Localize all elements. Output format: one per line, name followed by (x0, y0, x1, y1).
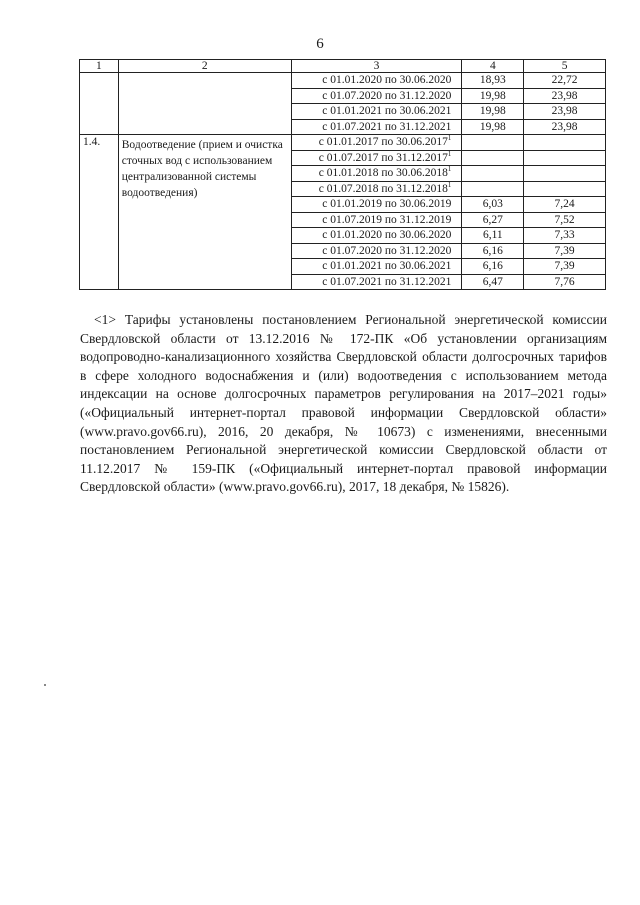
tariff-vat-value-cell (524, 150, 606, 166)
table-header-row (80, 60, 606, 73)
tariff-vat-value-cell: 7,39 (524, 243, 606, 259)
footnote-marker: 1 (447, 134, 452, 142)
tariff-value-cell (462, 166, 524, 182)
table-row (80, 73, 606, 89)
row-number-cell (80, 73, 119, 135)
period-text: с 01.07.2020 по 31.12.2020 (322, 244, 452, 257)
period-text: с 01.01.2019 по 30.06.2019 (322, 198, 452, 210)
tariff-value-cell: 19,98 (462, 119, 524, 135)
scan-artifact-dot (44, 684, 46, 686)
tariff-value-cell: 6,16 (462, 243, 524, 259)
tariff-value-cell (462, 135, 524, 151)
period-text: с 01.07.2017 по 31.12.2017 (318, 151, 448, 164)
tariff-value-cell (462, 150, 524, 166)
tariff-value-cell: 6,47 (462, 274, 524, 290)
tariff-value-cell: 19,98 (462, 88, 524, 104)
tariff-vat-value-cell: 7,39 (524, 259, 606, 275)
period-cell (291, 181, 462, 197)
tariff-table (79, 59, 606, 290)
footnote-text: <1> Тарифы установлены постановлением Региональной энергетической комиссии Свердловской области от 13.12.2016 № 172-ПК «Об установлении организациям водопроводно-канализационного хозяйства Свердловской области долгосрочных тарифов в сфере холодного водоснабжения и (или) водоотведения с использованием метода индексации на основе долгосрочных параметров регулирования на 2017–2021 годы» («Официальный интернет-портал правовой информации Свердловской области» (www.pravo.gov66.ru), 2016, 20 декабря, № 10673) с изменениями, внесенными постановлением Региональной энергетической комиссии Свердловской области от 11.12.2017 № 159-ПК («Официальный интернет-портал правовой информации Свердловской области» (www.pravo.gov66.ru), 2017, 18 декабря, № 15826). (80, 312, 607, 495)
service-name-cell (118, 73, 291, 135)
tariff-vat-value-cell: 7,52 (524, 212, 606, 228)
period-text: с 01.07.2021 по 31.12.2021 (322, 120, 452, 133)
tariff-vat-value-cell: 7,33 (524, 228, 606, 244)
tariff-vat-value-cell: 7,76 (524, 274, 606, 290)
tariff-value-cell: 6,03 (462, 197, 524, 213)
tariff-vat-value-cell (524, 166, 606, 182)
period-text: с 01.07.2021 по 31.12.2021 (322, 275, 452, 288)
header-col-1: 1 (80, 60, 119, 73)
tariff-vat-value-cell (524, 135, 606, 151)
row-number-cell: 1.4. (80, 135, 119, 290)
period-cell (291, 135, 462, 151)
period-cell (291, 150, 462, 166)
period-text: с 01.01.2021 по 30.06.2021 (322, 260, 452, 272)
period-text: с 01.07.2020 по 31.12.2020 (322, 89, 452, 102)
page-number: 6 (316, 36, 324, 52)
period-text: с 01.01.2018 по 30.06.2018 (318, 167, 448, 179)
header-col-5: 5 (524, 60, 606, 73)
tariff-value-cell: 6,27 (462, 212, 524, 228)
period-cell (291, 166, 462, 182)
footnote (80, 311, 607, 497)
period-cell (291, 274, 462, 290)
period-cell (291, 119, 462, 135)
period-cell (291, 243, 462, 259)
footnote-marker: 1 (447, 180, 452, 189)
table-row (80, 135, 606, 151)
period-cell (291, 88, 462, 104)
tariff-vat-value-cell: 23,98 (524, 119, 606, 135)
period-text: с 01.07.2018 по 31.12.2018 (318, 182, 448, 195)
tariff-value-cell: 19,98 (462, 104, 524, 120)
tariff-vat-value-cell (524, 181, 606, 197)
tariff-vat-value-cell: 22,72 (524, 73, 606, 89)
tariff-vat-value-cell: 23,98 (524, 88, 606, 104)
period-cell (291, 73, 462, 89)
footnote-marker: 1 (447, 149, 452, 158)
tariff-value-cell: 18,93 (462, 73, 524, 89)
period-cell (291, 212, 462, 228)
period-cell (291, 259, 462, 275)
period-cell (291, 104, 462, 120)
header-col-2: 2 (118, 60, 291, 73)
period-cell (291, 197, 462, 213)
tariff-value-cell: 6,11 (462, 228, 524, 244)
service-name-cell: Водоотведение (прием и очистка сточных вод с использованием централизованной системы водоотведения) (118, 135, 291, 290)
period-text: с 01.01.2020 по 30.06.2020 (322, 229, 452, 241)
tariff-vat-value-cell: 7,24 (524, 197, 606, 213)
tariff-value-cell (462, 181, 524, 197)
period-text: с 01.07.2019 по 31.12.2019 (322, 213, 452, 226)
period-cell (291, 228, 462, 244)
period-text: с 01.01.2021 по 30.06.2021 (322, 105, 452, 117)
tariff-vat-value-cell: 23,98 (524, 104, 606, 120)
period-text: с 01.01.2020 по 30.06.2020 (322, 74, 452, 86)
tariff-value-cell: 6,16 (462, 259, 524, 275)
footnote-marker: 1 (447, 165, 452, 173)
period-text: с 01.01.2017 по 30.06.2017 (318, 136, 448, 148)
header-col-4: 4 (462, 60, 524, 73)
header-col-3: 3 (291, 60, 462, 73)
